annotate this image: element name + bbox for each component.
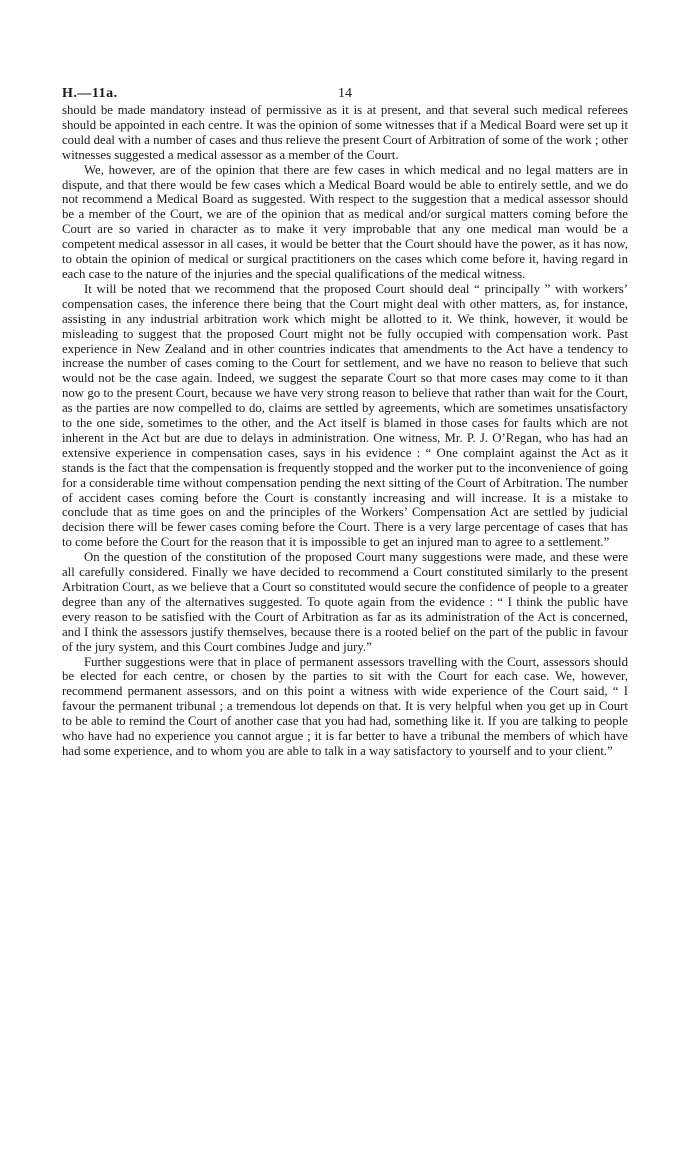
- document-reference: H.—11a.: [62, 86, 118, 101]
- page-number: 14: [338, 86, 352, 101]
- paragraph-permanent-assessors: Further suggestions were that in place of permanent assessors travelling with the Court, assessors should be elected for each centre, or chosen by the parties to sit with the Court for each case. We, however, recommend permanent assessors, and on this point a witness with wide experience of the Court said, “ I favour the permanent tribunal ; a tremendous lot depends on that. It is very helpful when you get up in Court to be able to remind the Court of another case that you had had, something like it. If you are talking to people who have had no experience you cannot argue ; it is far better to have a tribunal the members of which have had some experience, and to whom you are able to talk in a way satisfactory to yourself and to your client.”: [62, 654, 628, 758]
- paragraph-medical-referees: should be made mandatory instead of permissive as it is at present, and that several such medical referees should be appointed in each centre. It was the opinion of some witnesses that if a Medical Board were set up it could deal with a number of cases and thus relieve the present Court of Arbitration of some of the work ; other witnesses suggested a medical assessor as a member of the Court.: [62, 103, 628, 162]
- paragraph-court-scope: It will be noted that we recommend that the proposed Court should deal “ principally ” with workers’ compensation cases, the inference there being that the Court might deal with other matters, as, for instance, assisting in any industrial arbitration work which might be allotted to it. We think, however, it would be misleading to suggest that the proposed Court might not be fully occupied with compensation work. Past experience in New Zealand and in other countries indicates that amendments to the Act have a tendency to increase the number of cases coming to the Court for settlement, and we have no reason to believe that such would not be the case again. Indeed, we suggest the separate Court so that more cases may come to it than now go to the present Court, because we have very strong reason to believe that rather than wait for the Court, as the parties are now compelled to do, claims are settled by agreements, which are sometimes unsatisfactory to the one side, sometimes to the other, and the Act itself is blamed in those cases for faults which are not inherent in the Act but are due to delays in administration. One witness, Mr. P. J. O’Regan, who has had an extensive experience in compensation cases, says in his evidence : “ One complaint against the Act as it stands is the fact that the compensation is frequently stopped and the worker put to the inconvenience of going for a considerable time without compensation pending the next sitting of the Court of Arbitration. The number of accident cases coming before the Court is constantly increasing and will increase. It is a mistake to conclude that as time goes on and the principles of the Workers’ Compensation Act are settled by judicial decision there will be fewer cases coming before the Court. There is a very large percentage of cases that has to come before the Court for the reason that it is impossible to get an injured man to agree to a settlement.”: [62, 281, 628, 550]
- paragraph-court-constitution: On the question of the constitution of the proposed Court many suggestions were made, and these were all carefully considered. Finally we have decided to recommend a Court constituted similarly to the present Arbitration Court, as we believe that a Court so constituted would secure the confidence of people to a greater degree than any of the alternatives suggested. To quote again from the evidence : “ I think the public have every reason to be satisfied with the Court of Arbitration as far as its administration of the Act is concerned, and I think the assessors justify themselves, because there is a rooted belief on the part of the public in favour of the jury system, and this Court combines Judge and jury.”: [62, 550, 628, 654]
- paragraph-medical-board: We, however, are of the opinion that there are few cases in which medical and no legal matters are in dispute, and that there would be few cases which a Medical Board would be able to entirely settle, and we do not recommend a Medical Board as suggested. With respect to the suggestion that a medical assessor should be a member of the Court, we are of the opinion that as medical and/or surgical matters coming before the Court are so varied in character as to make it very improbable that any one medical man would be a competent medical assessor in all cases, it would be better that the Court should have the power, as it has now, to obtain the opinion of medical or surgical practitioners on the cases which come before it, having regard in each case to the nature of the injuries and the special qualifications of the medical witness.: [62, 162, 628, 281]
- body-text: [62, 103, 628, 759]
